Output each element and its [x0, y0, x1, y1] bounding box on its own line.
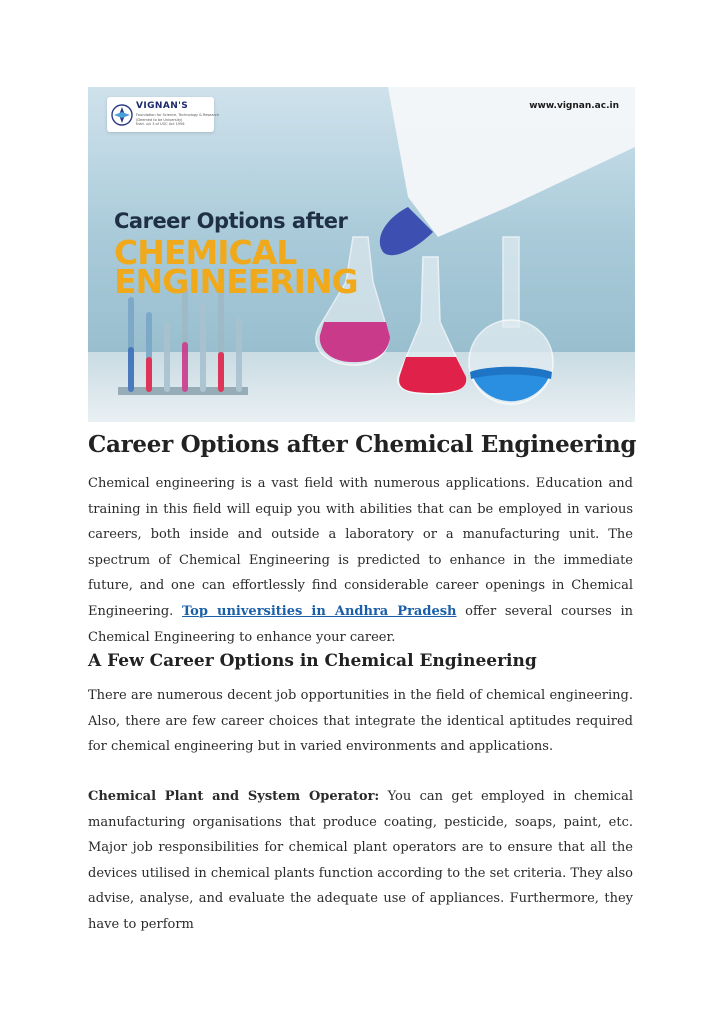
hero-banner: [88, 87, 635, 422]
section-intro-paragraph: There are numerous decent job opportunities in the field of chemical engineering. Also, there are few career choices that integrate the identical aptitudes required for chemical engineering but in varied environments and applications.: [88, 688, 633, 755]
option-text: You can get employed in chemical manufacturing organisations that produce coating, pesticide, soaps, paint, etc. Major job responsibilities for chemical plant operators are to ensure that all the devices utilised in chemical plants function according to the set criteria. They also advise, analyse, and evaluate the adequate use of appliances. Furthermore, they have to perform: [88, 789, 633, 932]
test-tube-rack: [118, 287, 248, 395]
vignan-emblem-icon: [111, 104, 133, 126]
banner-headline-line3: ENGINEERING: [114, 262, 358, 301]
logo-subtitle: Foundation for Science, Technology & Research (Deemed to be University) Estd. u/s 3 of UGC Act 1956: [136, 113, 219, 126]
section-heading: A Few Career Options in Chemical Engineering: [88, 651, 537, 671]
banner-headline-line2: CHEMICAL: [114, 233, 297, 272]
option-paragraph: [88, 784, 633, 938]
top-universities-link[interactable]: Top universities in Andhra Pradesh: [182, 603, 457, 619]
logo-name: VIGNAN'S: [136, 101, 189, 111]
intro-text: Chemical engineering is a vast field with numerous applications. Education and training in this field will equip you with abilities that can be employed in various careers, both inside and outside a laboratory or a manufacturing unit. The spectrum of Chemical Engineering is predicted to enhance in the immediate future, and one can effortlessly find considerable career openings in Chemical Engineering.: [88, 476, 633, 619]
site-url: www.vignan.ac.in: [529, 101, 619, 111]
article-title: Career Options after Chemical Engineering: [88, 431, 637, 458]
intro-tail: offer several courses in Chemical Engineering to enhance your career.: [88, 603, 634, 645]
vignan-logo: [107, 97, 219, 132]
intro-paragraph: [88, 471, 633, 650]
option-label: Chemical Plant and System Operator:: [88, 789, 380, 804]
banner-headline-line1: Career Options after: [114, 209, 348, 233]
